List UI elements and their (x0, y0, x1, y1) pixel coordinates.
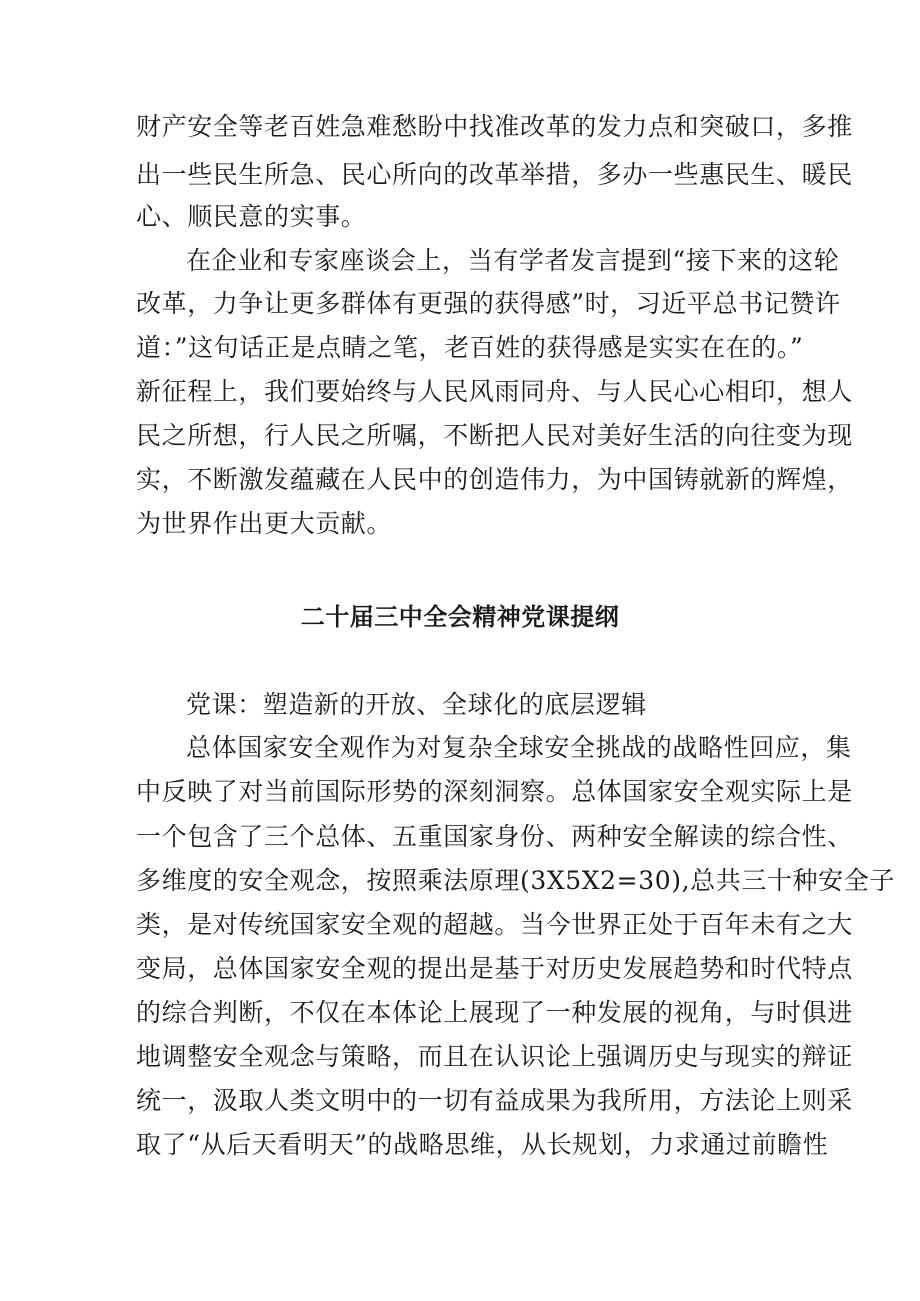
paragraph-2-line-7: 为世界作出更大贡献。 (136, 509, 393, 538)
paragraph-3-line-7: 的综合判断，不仅在本体论上展现了一种发展的视角，与时俱进 (136, 998, 853, 1027)
paragraph-3-line-1: 总体国家安全观作为对复杂全球安全挑战的战略性回应，集 (186, 733, 852, 762)
paragraph-1-line-1: 财产安全等老百姓急难愁盼中找准改革的发力点和突破口，多推 (136, 112, 853, 141)
paragraph-1-line-3: 心、顺民意的实事。 (136, 202, 367, 231)
paragraph-3-line-5: 类，是对传统国家安全观的超越。当今世界正处于百年未有之大 (136, 910, 853, 939)
paragraph-3-line-3: 一个包含了三个总体、五重国家身份、两种安全解读的综合性、 (136, 822, 853, 851)
paragraph-2-line-3: 道：”这句话正是点睛之笔，老百姓的获得感是实实在在的。” (136, 333, 804, 362)
paragraph-2-line-5: 民之所想，行人民之所嘱，不断把人民对美好生活的向往变为现 (136, 421, 853, 450)
paragraph-2-line-2: 改革，力争让更多群体有更强的获得感”时，习近平总书记赞许 (136, 289, 841, 318)
paragraph-3-line-10: 取了“从后天看明天”的战略思维，从长规划，力求通过前瞻性 (136, 1130, 829, 1159)
paragraph-2-line-6: 实，不断激发蕴藏在人民中的创造伟力，为中国铸就新的辉煌， (136, 465, 853, 494)
paragraph-3-line-2: 中反映了对当前国际形势的深刻洞察。总体国家安全观实际上是 (136, 777, 853, 806)
section-heading: 二十届三中全会精神党课提纲 (300, 603, 620, 631)
paragraph-3-line-9: 统一，汲取人类文明中的一切有益成果为我所用，方法论上则采 (136, 1086, 853, 1115)
lecture-subheading: 党课：塑造新的开放、全球化的底层逻辑 (186, 690, 647, 719)
paragraph-1-line-2: 出一些民生所急、民心所向的改革举措，多办一些惠民生、暖民 (136, 160, 853, 189)
paragraph-3-line-4: 多维度的安全观念，按照乘法原理(3X5X2=30),总共三十种安全子 (136, 866, 895, 895)
paragraph-2-line-4: 新征程上，我们要始终与人民风雨同舟、与人民心心相印，想人 (136, 377, 853, 406)
paragraph-3-line-8: 地调整安全观念与策略，而且在认识论上强调历史与现实的辩证 (136, 1042, 853, 1071)
paragraph-3-line-6: 变局，总体国家安全观的提出是基于对历史发展趋势和时代特点 (136, 954, 853, 983)
paragraph-2-line-1: 在企业和专家座谈会上，当有学者发言提到“接下来的这轮 (186, 246, 840, 275)
